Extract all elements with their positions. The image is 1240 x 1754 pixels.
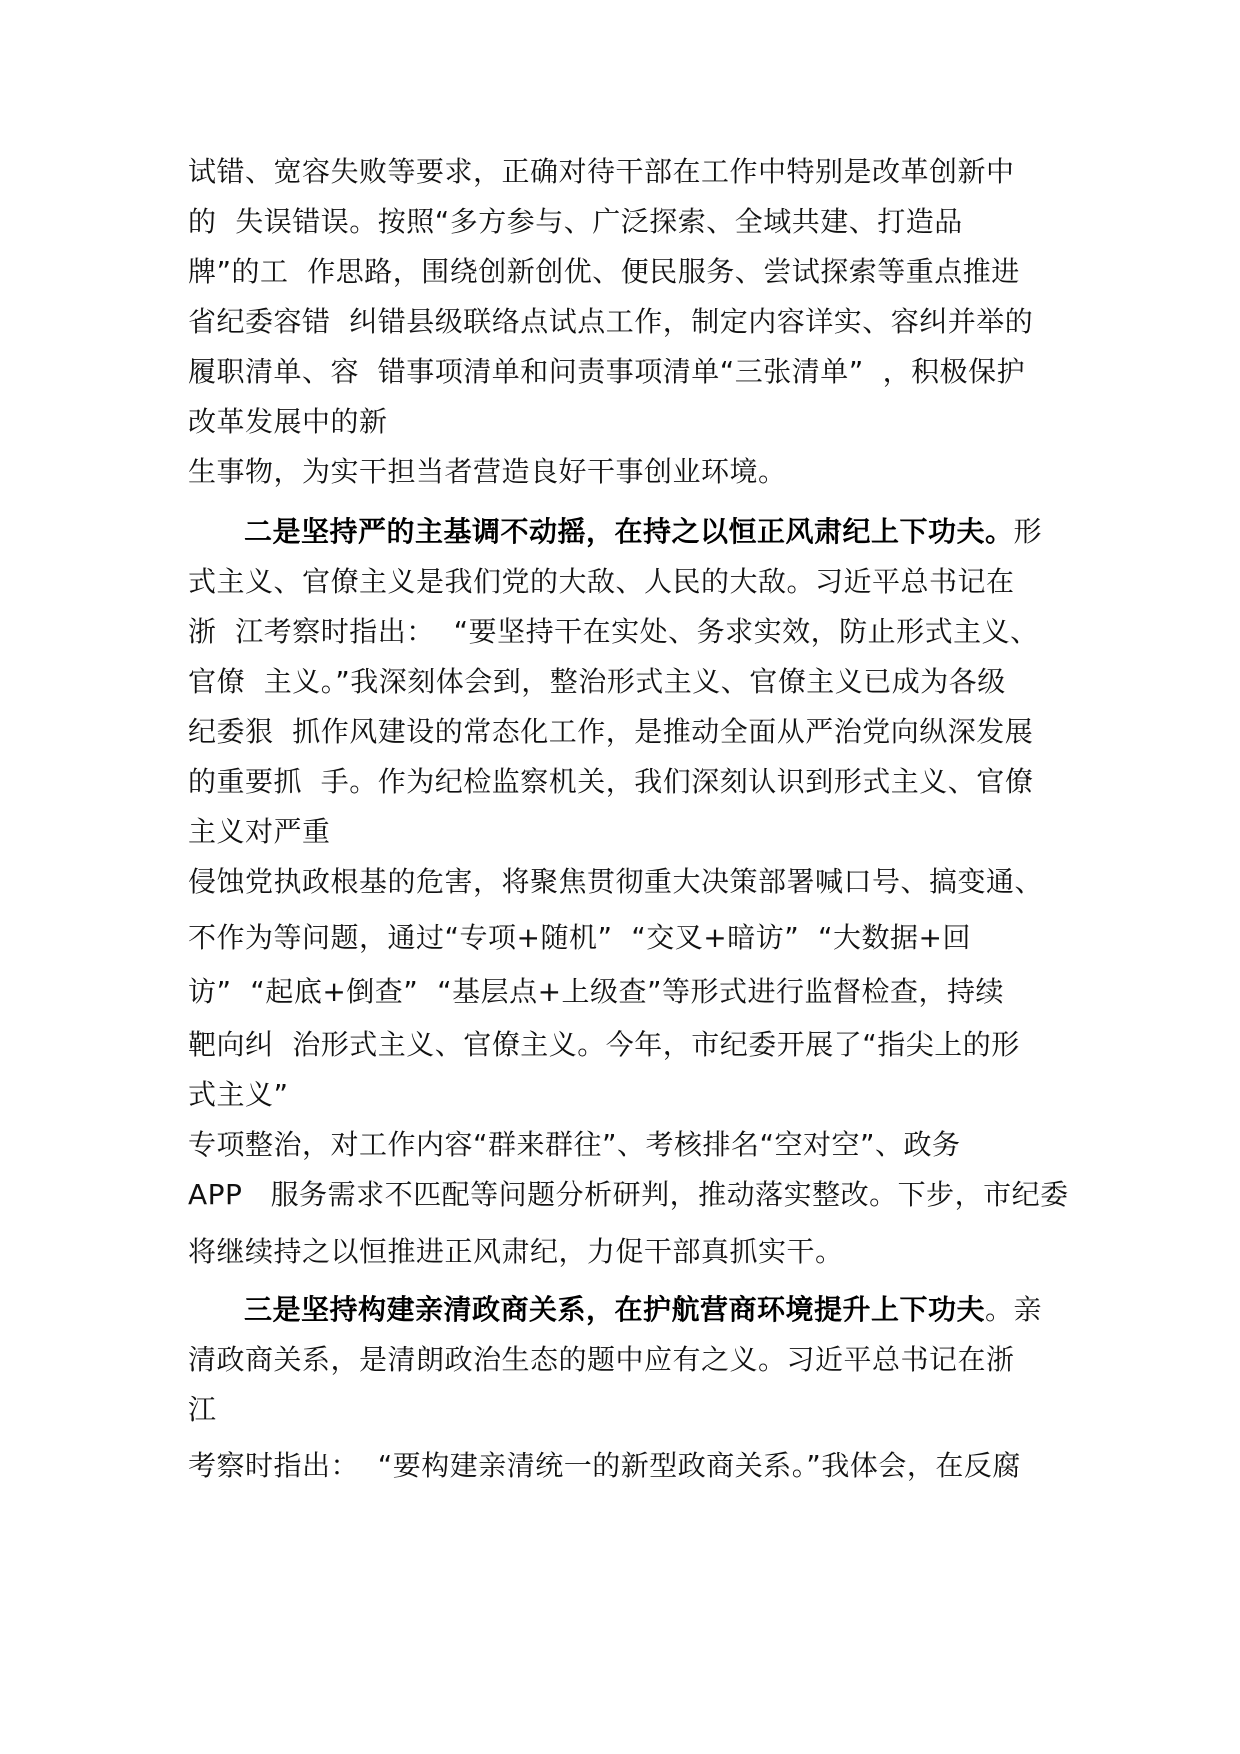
p2-line-3: 官僚 主义。”我深刻体会到，整治形式主义、官僚主义已成为各级 — [188, 665, 1006, 698]
p1-line-6: 改革发展中的新 — [188, 405, 388, 438]
p2-line-7: 侵蚀党执政根基的危害，将聚焦贯彻重大决策部署喊口号、搞变通、 — [188, 865, 1044, 898]
p2-first-rest: 形 — [1013, 515, 1043, 548]
p3-line-2: 江 — [188, 1393, 217, 1426]
p2-lead-heading: 二是坚持严的主基调不动摇，在持之以恒正风肃纪上下功夫。 — [244, 515, 1014, 548]
p2-line-2: 浙 江考察时指出： “要坚持干在实处、务求实效，防止形式主义、 — [188, 615, 1039, 648]
p1-line-4: 省纪委容错 纠错县级联络点试点工作，制定内容详实、容纠并举的 — [188, 305, 1034, 338]
p1-line-5: 履职清单、容 错事项清单和问责事项清单“三张清单” ，积极保护 — [188, 355, 1026, 388]
p2-line-11: 式主义” — [188, 1078, 289, 1111]
p1-line-1: 试错、宽容失败等要求，正确对待干部在工作中特别是改革创新中 — [188, 155, 1015, 188]
p2-line-1: 式主义、官僚主义是我们党的大敌、人民的大敌。习近平总书记在 — [188, 565, 1015, 598]
p1-line-3: 牌”的工 作思路，围绕创新创优、便民服务、尝试探索等重点推进 — [188, 255, 1020, 288]
p2-line-14: 将继续持之以恒推进正风肃纪，力促干部真抓实干。 — [188, 1235, 844, 1268]
p3-first-rest: 。亲 — [985, 1293, 1043, 1326]
p3-line-3: 考察时指出： “要构建亲清统一的新型政商关系。”我体会，在反腐 — [188, 1449, 1021, 1482]
p2-line-10: 靶向纠 治形式主义、官僚主义。今年，市纪委开展了“指尖上的形 — [188, 1028, 1020, 1061]
p2-line-12: 专项整治，对工作内容“群来群往”、考核排名“空对空”、政务 — [188, 1128, 961, 1161]
p1-line-7: 生事物，为实干担当者营造良好干事创业环境。 — [188, 455, 787, 488]
p2-line-9: 访” “起底+倒查” “基层点+上级查”等形式进行监督检查，持续 — [188, 975, 1005, 1008]
p2-line-4: 纪委狠 抓作风建设的常态化工作，是推动全面从严治党向纵深发展 — [188, 715, 1034, 748]
p3-lead-heading: 三是坚持构建亲清政商关系，在护航营商环境提升上下功夫 — [244, 1293, 986, 1326]
p1-line-2: 的 失误错误。按照“多方参与、广泛探索、全域共建、打造品 — [188, 205, 963, 238]
p2-line-6: 主义对严重 — [188, 815, 331, 848]
p3-first-line — [244, 1290, 1042, 1330]
p2-line-13: APP 服务需求不匹配等问题分析研判，推动落实整改。下步，市纪委 — [188, 1178, 1069, 1211]
p2-first-line — [244, 512, 1042, 552]
p2-line-8: 不作为等问题，通过“专项+随机” “交叉+暗访” “大数据+回 — [188, 921, 972, 954]
p2-line-5: 的重要抓 手。作为纪检监察机关，我们深刻认识到形式主义、官僚 — [188, 765, 1034, 798]
p3-line-1: 清政商关系，是清朗政治生态的题中应有之义。习近平总书记在浙 — [188, 1343, 1015, 1376]
